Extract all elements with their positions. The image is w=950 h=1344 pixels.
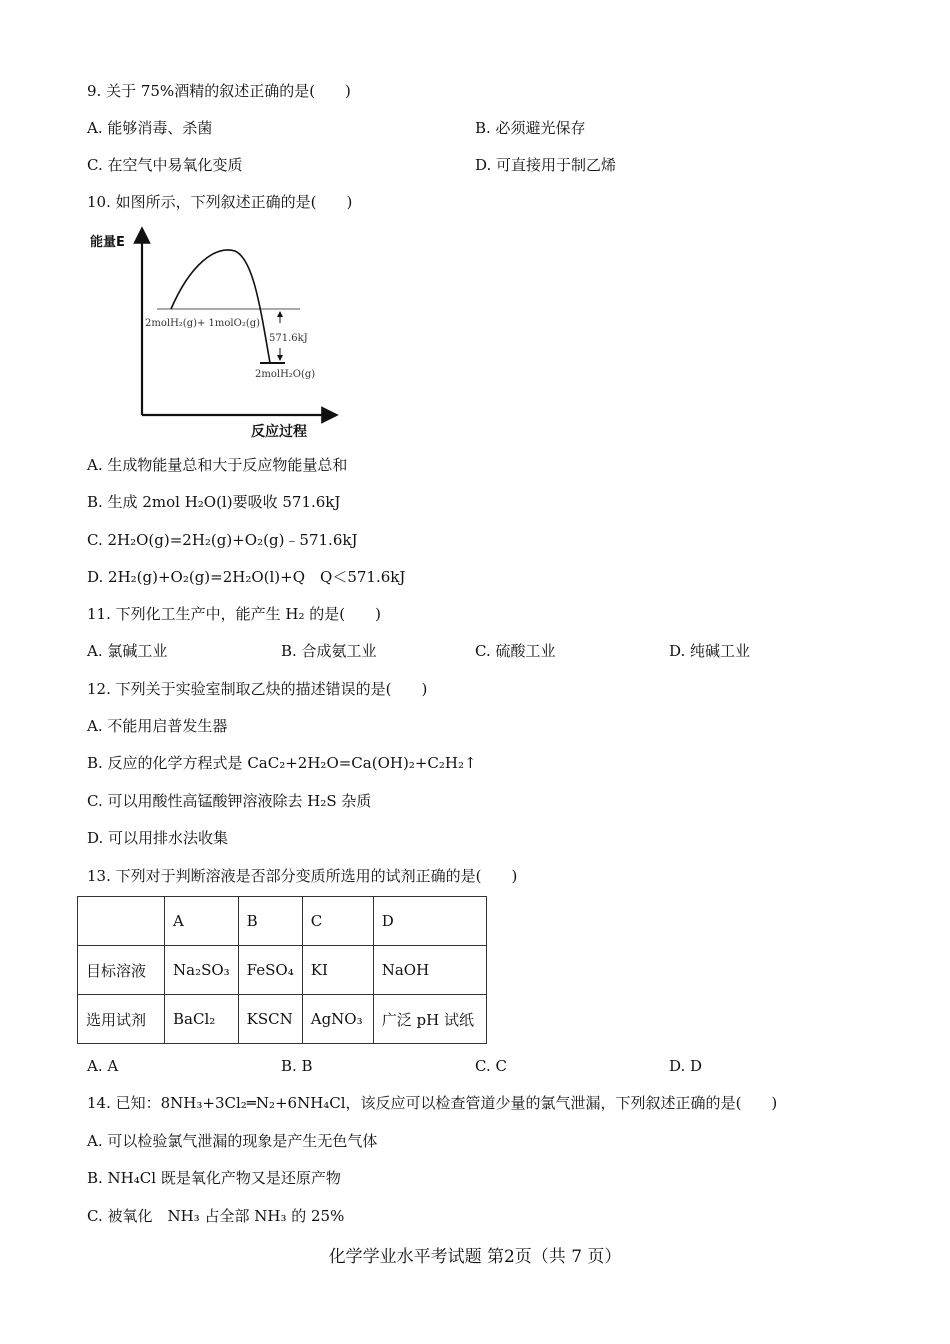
q9-option-d: D. 可直接用于制乙烯: [475, 156, 617, 174]
q13-stem: 13. 下列对于判断溶液是否部分变质所选用的试剂正确的是( ): [87, 867, 518, 885]
q13-option-d: D. D: [669, 1057, 703, 1075]
q10-option-c: C. 2H₂O(g)=2H₂(g)+O₂(g)﹣571.6kJ: [87, 531, 358, 549]
q12-option-a: A. 不能用启普发生器: [87, 717, 228, 735]
reaction-curve: [171, 250, 270, 363]
q13-table: [77, 896, 487, 1044]
q13-option-c: C. C: [475, 1057, 507, 1075]
table-cell: AgNO₃: [302, 995, 373, 1044]
table-header-row: [78, 897, 487, 946]
table-cell: B: [238, 897, 302, 946]
q13-option-b: B. B: [281, 1057, 313, 1075]
q12-option-b: B. 反应的化学方程式是 CaC₂+2H₂O=Ca(OH)₂+C₂H₂↑: [87, 754, 477, 772]
table-cell: Na₂SO₃: [165, 946, 239, 995]
q14-option-b: B. NH₄Cl 既是氧化产物又是还原产物: [87, 1169, 341, 1187]
q14-option-c: C. 被氧化 NH₃ 占全部 NH₃ 的 25%: [87, 1207, 345, 1225]
table-cell: 目标溶液: [78, 946, 165, 995]
q9-stem: 9. 关于 75%酒精的叙述正确的是( ): [87, 82, 351, 100]
x-axis-label: 反应过程: [251, 424, 307, 440]
q9-option-a: A. 能够消毒、杀菌: [87, 119, 213, 137]
page-footer: 化学学业水平考试题 第2页（共 7 页）: [328, 1247, 622, 1267]
q11-option-c: C. 硫酸工业: [475, 642, 556, 660]
table-cell: A: [165, 897, 239, 946]
q12-option-d: D. 可以用排水法收集: [87, 829, 229, 847]
q12-option-c: C. 可以用酸性高锰酸钾溶液除去 H₂S 杂质: [87, 792, 372, 810]
q11-option-d: D. 纯碱工业: [669, 642, 751, 660]
q9-option-c: C. 在空气中易氧化变质: [87, 156, 243, 174]
table-cell: 广泛 pH 试纸: [373, 995, 486, 1044]
table-cell: 选用试剂: [78, 995, 165, 1044]
q10-option-d: D. 2H₂(g)+O₂(g)=2H₂O(l)+Q Q＜571.6kJ: [87, 568, 406, 586]
table-cell: NaOH: [373, 946, 486, 995]
q11-stem: 11. 下列化工生产中，能产生 H₂ 的是( ): [87, 605, 381, 623]
table-cell: KI: [302, 946, 373, 995]
q10-option-a: A. 生成物能量总和大于反应物能量总和: [87, 456, 348, 474]
reactant-label: 2molH₂(g)+ 1molO₂(g): [145, 318, 261, 329]
table-row: [78, 946, 487, 995]
table-cell: KSCN: [238, 995, 302, 1044]
q9-option-b: B. 必须避光保存: [475, 119, 586, 137]
energy-value-label: 571.6kJ: [269, 333, 308, 344]
table-cell: FeSO₄: [238, 946, 302, 995]
energy-diagram: [85, 225, 345, 445]
q12-stem: 12. 下列关于实验室制取乙炔的描述错误的是( ): [87, 680, 428, 698]
product-label: 2molH₂O(g): [255, 369, 316, 380]
q14-stem: 14. 已知：8NH₃+3Cl₂═N₂+6NH₄Cl，该反应可以检查管道少量的氯气泄漏，下列叙述正确的是( ): [87, 1094, 778, 1112]
table-row: [78, 995, 487, 1044]
table-cell: BaCl₂: [165, 995, 239, 1044]
q11-option-a: A. 氯碱工业: [87, 642, 168, 660]
q11-option-b: B. 合成氨工业: [281, 642, 377, 660]
q13-option-a: A. A: [87, 1057, 119, 1075]
q10-stem: 10. 如图所示，下列叙述正确的是( ): [87, 193, 353, 211]
y-axis-label: 能量E: [90, 235, 125, 250]
table-cell: C: [302, 897, 373, 946]
table-cell: [78, 897, 165, 946]
q10-option-b: B. 生成 2mol H₂O(l)要吸收 571.6kJ: [87, 493, 341, 511]
q14-option-a: A. 可以检验氯气泄漏的现象是产生无色气体: [87, 1132, 378, 1150]
table-cell: D: [373, 897, 486, 946]
